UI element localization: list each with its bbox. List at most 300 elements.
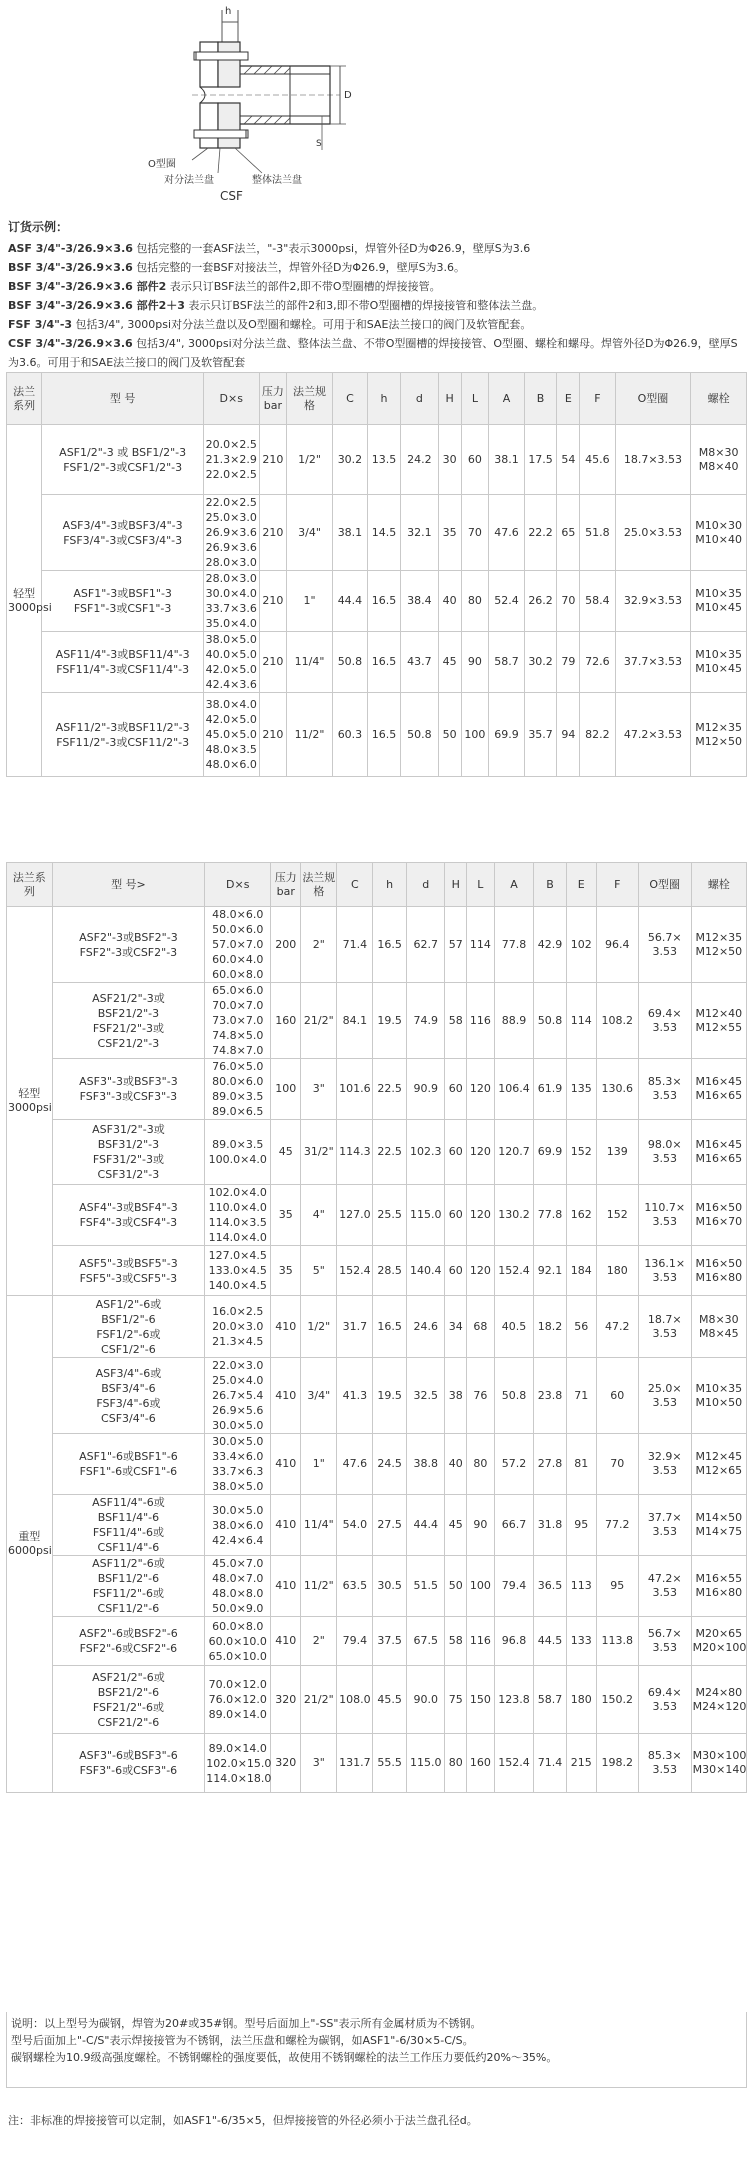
cell-oring: [638, 1296, 691, 1358]
cell-bar-text: 410: [275, 1518, 297, 1531]
column-header: [52, 863, 205, 907]
cell-h-text: 58: [448, 1013, 463, 1027]
cell-oring: [615, 425, 691, 495]
cell-size-text: 21/2": [303, 1692, 334, 1706]
cell-l: [467, 1495, 495, 1556]
order-example-line: [8, 296, 748, 315]
order-heading: 订货示例：: [8, 220, 69, 234]
cell-oring-text: 85.3× 3.53: [647, 1075, 682, 1102]
cell-b-text: 92.1: [537, 1263, 563, 1277]
cell-e-text: 184: [570, 1263, 592, 1277]
cell-oring-text: 37.7× 3.53: [647, 1511, 682, 1538]
cell-f-text: 152: [606, 1208, 628, 1221]
cell-model-text: ASF31/2"-3或 BSF31/2"-3 FSF31/2"-3或 CSF31/2"-3: [92, 1123, 165, 1181]
cell-model: [52, 1358, 205, 1434]
order-code: FSF 3/4"-3: [8, 318, 73, 331]
column-header-text: C: [346, 391, 354, 405]
column-header-text: h: [380, 391, 388, 405]
cell-l-text: 100: [464, 727, 486, 741]
cell-h: [445, 1358, 467, 1434]
cell-h: [373, 1296, 407, 1358]
cell-oring: [638, 1617, 691, 1666]
cell-size: [301, 907, 337, 983]
column-header-text: D×s: [219, 391, 243, 405]
cell-h-text: 45.5: [377, 1692, 402, 1706]
cell-model-text: ASF11/2"-6或 BSF11/2"-6 FSF11/2"-6或 CSF11/2"-6: [92, 1557, 165, 1615]
cell-a: [494, 1120, 534, 1185]
cell-b-text: 36.5: [537, 1579, 563, 1592]
cell-dxs: [205, 1556, 271, 1617]
cell-dxs: [203, 425, 259, 495]
order-description: 表示只订BSF法兰的部件2和3,即不带O型圈槽的焊接接管和整体法兰盘。: [184, 299, 544, 312]
cell-oring-text: 69.4× 3.53: [647, 1685, 682, 1713]
cell-model: [52, 1185, 205, 1246]
cell-h-text: 25.5: [377, 1208, 402, 1221]
cell-h-text: 28.5: [377, 1263, 402, 1277]
cell-oring: [638, 983, 691, 1059]
cell-h: [445, 1495, 467, 1556]
cell-model: [42, 571, 204, 632]
column-header-text: L: [477, 877, 484, 891]
cell-b: [534, 1556, 566, 1617]
cell-a-text: 96.8: [501, 1634, 527, 1647]
cell-l-text: 160: [469, 1756, 491, 1769]
cell-h-text: 16.5: [371, 727, 397, 741]
cell-bar-text: 210: [262, 452, 284, 466]
cell-size: [301, 1120, 337, 1185]
cell-dxs-text: 48.0×6.0 50.0×6.0 57.0×7.0 60.0×4.0 60.0×8.0: [212, 908, 264, 981]
cell-d: [406, 1434, 444, 1495]
cell-l-text: 90: [467, 655, 482, 668]
order-examples: [8, 218, 748, 372]
cell-bar: [271, 1358, 301, 1434]
cell-h-text: 24.5: [377, 1457, 402, 1470]
cell-d: [400, 693, 438, 777]
cell-size-text: 11/4": [294, 655, 325, 668]
series-cell: [7, 1296, 53, 1793]
cell-c: [337, 1358, 373, 1434]
cell-h: [373, 983, 407, 1059]
table-row: [7, 1358, 747, 1434]
cell-e: [557, 632, 580, 693]
cell-bolt: [691, 693, 747, 777]
spec-table-light: [6, 372, 747, 777]
table-row: [7, 1434, 747, 1495]
cell-b: [534, 1120, 566, 1185]
cell-model: [52, 1434, 205, 1495]
cell-c-text: 131.7: [339, 1756, 371, 1769]
cell-model-text: ASF11/4"-3或BSF11/4"-3 FSF11/4"-3或CSF11/4"-3: [55, 648, 190, 676]
cell-bar: [271, 1495, 301, 1556]
cell-d: [406, 1059, 444, 1120]
cell-size: [301, 1495, 337, 1556]
diagram-caption: CSF: [220, 189, 243, 203]
cell-a-text: 88.9: [501, 1013, 527, 1027]
cell-size-text: 1/2": [307, 1319, 331, 1333]
cell-d: [406, 907, 444, 983]
cell-size-text: 21/2": [303, 1013, 334, 1027]
cell-a: [494, 1246, 534, 1296]
cell-d: [400, 632, 438, 693]
cell-bar: [259, 571, 287, 632]
cell-bolt-text: M8×30 M8×45: [698, 1312, 739, 1340]
cell-f: [580, 495, 615, 571]
cell-d-text: 24.2: [407, 452, 432, 466]
cell-a-text: 66.7: [501, 1518, 527, 1531]
cell-h-text: 35: [442, 525, 457, 539]
cell-dxs-text: 30.0×5.0 38.0×6.0 42.4×6.4: [212, 1503, 264, 1547]
order-description: 包括完整的一套BSF对接法兰，焊管外径D为Φ26.9，壁厚S为3.6。: [132, 261, 466, 274]
cell-dxs-text: 22.0×3.0 25.0×4.0 26.7×5.4 26.9×5.6 30.0×5.0: [212, 1359, 264, 1432]
cell-bar-text: 35: [278, 1208, 293, 1221]
cell-h-text: 60: [448, 1263, 463, 1277]
column-header-text: A: [502, 391, 511, 405]
cell-dxs-text: 102.0×4.0 110.0×4.0 114.0×3.5 114.0×4.0: [208, 1186, 267, 1244]
cell-bar: [271, 1296, 301, 1358]
cell-model: [52, 1734, 205, 1793]
cell-f-text: 51.8: [585, 525, 610, 539]
cell-c-text: 101.6: [339, 1082, 371, 1095]
cell-b-text: 18.2: [537, 1319, 563, 1333]
cell-h: [373, 1556, 407, 1617]
cell-l-text: 116: [469, 1013, 491, 1027]
cell-bar: [271, 1556, 301, 1617]
table-row: [7, 1185, 747, 1246]
cell-f-text: 95: [610, 1579, 625, 1592]
cell-bar: [271, 1059, 301, 1120]
cell-h-text: 50: [448, 1579, 463, 1592]
cell-h: [368, 571, 401, 632]
cell-h-text: 16.5: [371, 655, 397, 668]
cell-dxs-text: 22.0×2.5 25.0×3.0 26.9×3.6 26.9×3.6 28.0×3.0: [205, 496, 257, 569]
cell-bolt: [691, 1556, 746, 1617]
cell-l-text: 116: [469, 1634, 491, 1647]
column-header-text: H: [451, 877, 460, 891]
cell-l: [467, 1556, 495, 1617]
cell-h-text: 30: [442, 452, 457, 466]
cell-b-text: 17.5: [528, 452, 553, 466]
notes-box: [6, 2012, 747, 2088]
dim-s-label: S: [316, 139, 322, 149]
cell-e-text: 95: [574, 1518, 589, 1531]
cell-f: [596, 1495, 638, 1556]
cell-l: [467, 907, 495, 983]
cell-f-text: 108.2: [601, 1013, 634, 1027]
cell-c-text: 152.4: [339, 1263, 371, 1277]
spec-table-series: [6, 862, 747, 1793]
column-header-text: A: [510, 877, 518, 891]
cell-e-text: 180: [570, 1692, 592, 1706]
cell-bolt-text: M10×35 M10×45: [695, 648, 742, 675]
cell-c-text: 114.3: [339, 1145, 371, 1158]
column-header-text: 压力bar: [274, 870, 297, 898]
cell-h: [445, 907, 467, 983]
cell-model-text: ASF2"-6或BSF2"-6 FSF2"-6或CSF2"-6: [79, 1627, 178, 1655]
cell-c: [337, 1246, 373, 1296]
cell-c-text: 79.4: [342, 1634, 368, 1647]
cell-a-text: 47.6: [494, 525, 519, 539]
column-header: [337, 863, 373, 907]
cell-c: [337, 1495, 373, 1556]
cell-a: [494, 1495, 534, 1556]
column-header: [7, 863, 53, 907]
column-header: [445, 863, 467, 907]
cell-h-text: 13.5: [371, 452, 397, 466]
cell-dxs-text: 127.0×4.5 133.0×4.5 140.0×4.5: [208, 1249, 267, 1292]
cell-oring-text: 18.7×3.53: [623, 452, 683, 466]
table-row: [7, 1296, 747, 1358]
cell-bar: [271, 1185, 301, 1246]
cell-a-text: 52.4: [494, 594, 519, 607]
cell-l-text: 60: [467, 452, 482, 466]
cell-dxs: [205, 1495, 271, 1556]
cell-bar-text: 200: [275, 937, 297, 951]
table-row: [7, 1120, 747, 1185]
column-header-text: 型 号>: [111, 877, 146, 891]
cell-e: [566, 907, 596, 983]
cell-h-text: 16.5: [371, 594, 397, 607]
cell-e-text: 65: [561, 525, 576, 539]
cell-bolt: [691, 1059, 746, 1120]
cell-c-text: 127.0: [339, 1208, 371, 1221]
footer-note: 注：非标准的焊接接管可以定制，如ASF1"-6/35×5，但焊接接管的外径必须小于法兰盘孔径d。: [8, 2114, 478, 2127]
column-header: [638, 863, 691, 907]
cell-d: [406, 1120, 444, 1185]
cell-model: [42, 425, 204, 495]
cell-h: [373, 1617, 407, 1666]
order-code: BSF 3/4"-3/26.9×3.6 部件2: [8, 280, 167, 293]
cell-bar-text: 410: [275, 1579, 297, 1592]
cell-d-text: 115.0: [409, 1208, 442, 1221]
cell-dxs-text: 30.0×5.0 33.4×6.0 33.7×6.3 38.0×5.0: [212, 1435, 264, 1493]
cell-d-text: 38.4: [407, 594, 432, 607]
order-code: BSF 3/4"-3/26.9×3.6 部件2＋3: [8, 299, 185, 312]
cell-bolt: [691, 1296, 746, 1358]
table-row: [7, 571, 747, 632]
cell-e: [566, 1666, 596, 1734]
cell-b: [524, 495, 557, 571]
cell-b: [534, 1617, 566, 1666]
cell-bolt: [691, 983, 746, 1059]
cell-b: [534, 1495, 566, 1556]
cell-e-text: 133: [570, 1634, 592, 1647]
table-header-row: [7, 373, 747, 425]
cell-oring-text: 32.9×3.53: [623, 594, 683, 607]
cell-model: [42, 632, 204, 693]
cell-l-text: 100: [469, 1579, 491, 1592]
series-cell-text: 轻型3000psi: [8, 1087, 52, 1114]
cell-bar-text: 160: [275, 1013, 297, 1027]
cell-dxs: [205, 1296, 271, 1358]
cell-a-text: 58.7: [494, 655, 519, 668]
cell-a: [494, 907, 534, 983]
cell-a: [489, 571, 524, 632]
cell-l: [467, 1185, 495, 1246]
cell-bar: [259, 632, 287, 693]
cell-b: [534, 907, 566, 983]
cell-e-text: 113: [570, 1579, 592, 1592]
cell-h: [373, 1185, 407, 1246]
cell-c-text: 54.0: [342, 1518, 368, 1531]
cell-a-text: 152.4: [498, 1263, 530, 1277]
column-header-text: B: [536, 391, 545, 405]
cell-h-text: 16.5: [377, 937, 402, 951]
cell-a: [494, 983, 534, 1059]
cell-bolt-text: M24×80 M24×120: [692, 1685, 747, 1713]
cell-a: [494, 1185, 534, 1246]
cell-e: [566, 1556, 596, 1617]
cell-c: [337, 1185, 373, 1246]
cell-l-text: 120: [469, 1145, 491, 1158]
cell-model: [52, 983, 205, 1059]
cell-oring-text: 56.7× 3.53: [647, 930, 682, 958]
cell-a-text: 69.9: [494, 727, 519, 741]
cell-f: [580, 425, 615, 495]
cell-h-text: 75: [448, 1692, 463, 1706]
cell-oring: [638, 907, 691, 983]
cell-c: [332, 632, 367, 693]
column-header: [406, 863, 444, 907]
cell-size: [301, 1246, 337, 1296]
cell-a: [489, 693, 524, 777]
cell-a: [494, 1434, 534, 1495]
cell-e-text: 102: [570, 937, 592, 951]
cell-h-text: 60: [448, 1145, 463, 1158]
cell-e-text: 135: [570, 1082, 592, 1095]
table-row: [7, 693, 747, 777]
column-header-text: H: [445, 391, 454, 405]
cell-dxs-text: 89.0×3.5 100.0×4.0: [208, 1138, 267, 1166]
cell-d-text: 74.9: [413, 1013, 438, 1027]
column-header: [691, 863, 746, 907]
cell-dxs: [205, 1246, 271, 1296]
order-example-line: [8, 277, 748, 296]
table-row: [7, 1059, 747, 1120]
cell-d: [400, 571, 438, 632]
cell-size: [301, 1434, 337, 1495]
cell-size-text: 3/4": [307, 1388, 331, 1402]
cell-f: [596, 1296, 638, 1358]
column-header: [691, 373, 747, 425]
cell-oring: [615, 632, 691, 693]
cell-d-text: 38.8: [413, 1457, 438, 1470]
cell-h-text: 55.5: [377, 1756, 402, 1769]
cell-e: [566, 983, 596, 1059]
cell-bar: [259, 495, 287, 571]
cell-l: [467, 983, 495, 1059]
cell-size-text: 1": [303, 594, 316, 607]
cell-l: [461, 693, 489, 777]
cell-e-text: 71: [574, 1388, 589, 1402]
cell-a-text: 77.8: [501, 937, 527, 951]
cell-model-text: ASF3"-3或BSF3"-3 FSF3"-3或CSF3"-3: [79, 1075, 178, 1103]
cell-h-text: 45: [448, 1518, 463, 1531]
cell-a-text: 57.2: [501, 1457, 527, 1470]
cell-h: [368, 632, 401, 693]
cell-h: [373, 1434, 407, 1495]
cell-f-text: 150.2: [601, 1692, 634, 1706]
cell-e-text: 54: [561, 452, 576, 466]
column-header: [534, 863, 566, 907]
order-example-line: [8, 258, 748, 277]
cell-f-text: 77.2: [605, 1518, 630, 1531]
cell-c: [337, 1296, 373, 1358]
column-header: [467, 863, 495, 907]
cell-dxs-text: 16.0×2.5 20.0×3.0 21.3×4.5: [212, 1305, 264, 1348]
cell-f: [596, 1617, 638, 1666]
order-example-line: [8, 239, 748, 258]
cell-b: [534, 1059, 566, 1120]
order-code: BSF 3/4"-3/26.9×3.6: [8, 261, 133, 274]
cell-h-text: 50: [442, 727, 457, 741]
cell-b-text: 50.8: [537, 1013, 563, 1027]
cell-e: [566, 1185, 596, 1246]
cell-size-text: 5": [312, 1263, 325, 1277]
order-description: 表示只订BSF法兰的部件2,即不带O型圈槽的焊接接管。: [166, 280, 441, 293]
cell-bar-text: 35: [278, 1263, 293, 1277]
cell-size-text: 11/2": [303, 1579, 334, 1592]
cell-model: [52, 1246, 205, 1296]
cell-size: [301, 1734, 337, 1793]
table-row: [7, 1495, 747, 1556]
column-header: [596, 863, 638, 907]
cell-c: [332, 571, 367, 632]
cell-h: [368, 495, 401, 571]
column-header-text: d: [422, 877, 430, 891]
cell-d: [406, 1666, 444, 1734]
cell-a-text: 120.7: [498, 1145, 530, 1158]
cell-d: [400, 495, 438, 571]
cell-h: [445, 1734, 467, 1793]
cell-b-text: 42.9: [537, 937, 563, 951]
cell-c: [337, 983, 373, 1059]
series-cell: [7, 907, 53, 1296]
cell-b-text: 30.2: [528, 655, 553, 668]
cell-c-text: 30.2: [337, 452, 363, 466]
table-row: [7, 495, 747, 571]
cell-bar: [271, 1120, 301, 1185]
cell-b-text: 71.4: [537, 1756, 563, 1769]
oring-label: O型圈: [148, 159, 176, 170]
order-description: 包括完整的一套ASF法兰，"-3"表示3000psi，焊管外径D为Φ26.9，壁厚S为3.6: [132, 242, 531, 255]
cell-size-text: 1": [312, 1457, 325, 1470]
column-header: [203, 373, 259, 425]
cell-f: [596, 1120, 638, 1185]
cell-l: [461, 495, 489, 571]
cell-l: [461, 571, 489, 632]
cell-bar-text: 410: [275, 1388, 297, 1402]
cell-l-text: 68: [473, 1319, 488, 1333]
cell-bar-text: 210: [262, 525, 284, 539]
cell-bar-text: 410: [275, 1457, 297, 1470]
column-header-text: 法兰系列: [13, 384, 36, 412]
cell-dxs-text: 45.0×7.0 48.0×7.0 48.0×8.0 50.0×9.0: [212, 1557, 264, 1615]
cell-h-text: 22.5: [377, 1082, 402, 1095]
cell-bar: [259, 693, 287, 777]
cell-bolt: [691, 571, 747, 632]
cell-bolt-text: M16×55 M16×80: [695, 1572, 743, 1599]
cell-bar-text: 320: [275, 1692, 297, 1706]
note-line: 型号后面加上"-C/S"表示焊接接管为不锈钢，法兰压盘和螺栓为碳钢，如ASF1"-6/30×5-C/S。: [11, 2034, 474, 2047]
cell-dxs-text: 20.0×2.5 21.3×2.9 22.0×2.5: [205, 438, 257, 481]
table-row: [7, 425, 747, 495]
column-header: [566, 863, 596, 907]
cell-h: [445, 1556, 467, 1617]
column-header: [580, 373, 615, 425]
cell-bolt-text: M16×50 M16×70: [695, 1201, 743, 1228]
cell-h: [445, 1059, 467, 1120]
cell-oring: [638, 1434, 691, 1495]
